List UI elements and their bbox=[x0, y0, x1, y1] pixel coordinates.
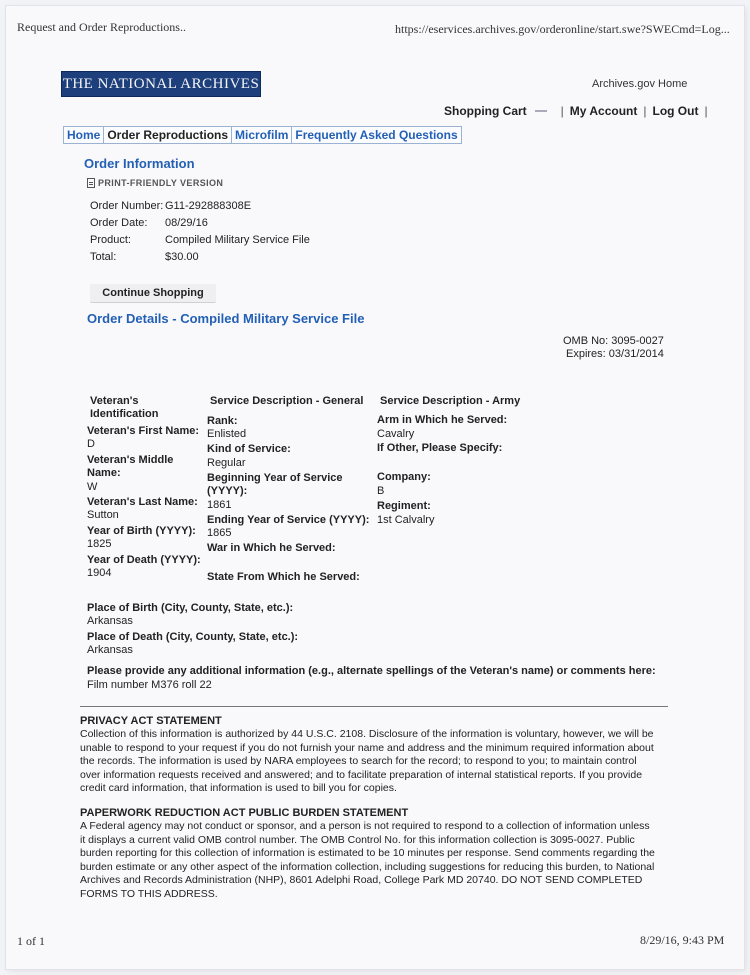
order-number-label: Order Number: bbox=[90, 200, 164, 212]
log-out-link[interactable]: Log Out bbox=[652, 104, 699, 118]
birth-year-value: 1825 bbox=[87, 538, 112, 550]
birth-place-label: Place of Birth (City, County, State, etc.): bbox=[87, 602, 294, 614]
war-label: War in Which he Served: bbox=[207, 542, 336, 554]
privacy-line: Collection of this information is authorized by 44 U.S.C. 2108. Disclosure of the information is voluntary, however, we will be bbox=[80, 728, 654, 740]
total-label: Total: bbox=[90, 251, 117, 263]
comments-label: Please provide any additional information (e.g., alternate spellings of the Veteran's name) or comments here: bbox=[87, 665, 656, 677]
company-label: Company: bbox=[377, 471, 431, 483]
continue-shopping-button[interactable]: Continue Shopping bbox=[90, 284, 216, 303]
nav-separator: | bbox=[643, 104, 647, 118]
regiment-value: 1st Calvalry bbox=[377, 514, 435, 526]
death-place-value: Arkansas bbox=[87, 644, 133, 656]
total-value: $30.00 bbox=[165, 251, 199, 263]
begin-year-label: Beginning Year of Service bbox=[207, 472, 343, 484]
national-archives-logo[interactable]: THE NATIONAL ARCHIVES bbox=[61, 71, 261, 97]
arm-value: Cavalry bbox=[377, 428, 415, 440]
kind-of-service-label: Kind of Service: bbox=[207, 443, 291, 455]
first-name-value: D bbox=[87, 438, 95, 450]
other-specify-label: If Other, Please Specify: bbox=[377, 442, 503, 454]
paperwork-line: burden reporting for this collection of information is estimated to be 10 minutes per response. Send comments regarding the bbox=[80, 847, 655, 859]
veteran-id-heading: Veteran's bbox=[90, 395, 139, 407]
order-number-value: G11-292888308E bbox=[165, 200, 252, 212]
death-year-label: Year of Death (YYYY): bbox=[87, 554, 201, 566]
tab-faq[interactable]: Frequently Asked Questions bbox=[291, 126, 461, 144]
omb-expires: Expires: 03/31/2014 bbox=[566, 348, 664, 360]
paperwork-line: Archives and Records Administration (NHP), 8601 Adelphi Road, College Park MD 20740. DO NOT SEND COMPLETED bbox=[80, 874, 643, 886]
regiment-label: Regiment: bbox=[377, 500, 431, 512]
nav-separator: | bbox=[560, 104, 564, 118]
service-army-heading: Service Description - Army bbox=[380, 395, 521, 407]
privacy-text bbox=[80, 728, 672, 796]
paperwork-line: FORMS TO THIS ADDRESS. bbox=[80, 887, 218, 900]
page-count: 1 of 1 bbox=[17, 934, 45, 948]
divider bbox=[80, 706, 668, 707]
my-account-link[interactable]: My Account bbox=[569, 104, 638, 118]
service-general-heading: Service Description - General bbox=[210, 395, 364, 407]
last-name-value: Sutton bbox=[87, 509, 119, 521]
company-value: B bbox=[377, 485, 385, 497]
veteran-id-heading-2: Identification bbox=[90, 408, 159, 420]
middle-name-label-2: Name: bbox=[87, 467, 121, 479]
comments-value: Film number M376 roll 22 bbox=[87, 679, 212, 691]
print-friendly-link[interactable] bbox=[87, 178, 223, 188]
paperwork-heading: PAPERWORK REDUCTION ACT PUBLIC BURDEN STATEMENT bbox=[80, 807, 409, 819]
privacy-heading: PRIVACY ACT STATEMENT bbox=[80, 715, 222, 727]
privacy-line: the records. The information is used by NARA employees to search for the record; to respond to you; to maintain control bbox=[80, 755, 637, 767]
begin-year-value: 1861 bbox=[207, 499, 232, 511]
first-name-label: Veteran's First Name: bbox=[87, 425, 200, 437]
nav-separator: | bbox=[704, 104, 708, 118]
product-label: Product: bbox=[90, 234, 131, 246]
order-details-heading: Order Details - Compiled Military Service File bbox=[87, 311, 365, 326]
paperwork-text bbox=[80, 820, 672, 901]
main-tabs bbox=[63, 126, 462, 144]
print-page-title: Request and Order Reproductions.. bbox=[17, 20, 186, 34]
omb-number: OMB No: 3095-0027 bbox=[563, 335, 664, 347]
paperwork-line: it displays a current valid OMB control number. The OMB Control No. for this information collection is 3095-0027. Public bbox=[80, 833, 635, 846]
birth-place-value: Arkansas bbox=[87, 615, 133, 627]
tab-home[interactable]: Home bbox=[63, 126, 103, 144]
end-year-value: 1865 bbox=[207, 527, 232, 539]
paperwork-line: burden estimate or any other aspect of the information collection, including suggestions for reducing this burden, to National bbox=[80, 860, 655, 873]
middle-name-value: W bbox=[87, 481, 98, 493]
begin-year-label-2: (YYYY): bbox=[207, 485, 248, 497]
rank-label: Rank: bbox=[207, 415, 238, 427]
birth-year-label: Year of Birth (YYYY): bbox=[87, 525, 196, 537]
order-information-heading: Order Information bbox=[84, 156, 195, 171]
account-nav bbox=[444, 104, 714, 118]
print-page-url: https://eservices.archives.gov/orderonline/start.swe?SWECmd=Log... bbox=[395, 22, 730, 36]
paperwork-line: A Federal agency may not conduct or sponsor, and a person is not required to respond to a collection of information unless bbox=[80, 820, 650, 832]
state-label: State From Which he Served: bbox=[207, 571, 360, 583]
end-year-label: Ending Year of Service (YYYY): bbox=[207, 514, 370, 526]
archives-home-link[interactable]: Archives.gov Home bbox=[592, 78, 688, 90]
last-name-label: Veteran's Last Name: bbox=[87, 496, 198, 508]
tab-microfilm[interactable]: Microfilm bbox=[231, 126, 291, 144]
privacy-line: credit card information, that information is used to bill you for copies. bbox=[80, 782, 397, 794]
death-year-value: 1904 bbox=[87, 567, 112, 579]
rank-value: Enlisted bbox=[207, 428, 247, 440]
tab-order-reproductions[interactable]: Order Reproductions bbox=[103, 126, 231, 144]
cart-icon bbox=[535, 110, 547, 112]
privacy-line: over information requests received and answered; and to facilitate preparation of internal statistical reports. If you provide bbox=[80, 768, 643, 781]
order-date-label: Order Date: bbox=[90, 217, 148, 229]
kind-of-service-value: Regular bbox=[207, 457, 246, 469]
order-date-value: 08/29/16 bbox=[165, 217, 208, 229]
print-datetime: 8/29/16, 9:43 PM bbox=[640, 933, 725, 947]
death-place-label: Place of Death (City, County, State, etc.): bbox=[87, 631, 299, 643]
product-value: Compiled Military Service File bbox=[165, 234, 310, 246]
document-icon bbox=[87, 178, 95, 188]
print-friendly-label: PRINT-FRIENDLY VERSION bbox=[98, 178, 224, 188]
arm-label: Arm in Which he Served: bbox=[377, 414, 508, 426]
middle-name-label: Veteran's Middle bbox=[87, 454, 174, 466]
privacy-line: unable to respond to your request if you do not furnish your name and address and the minimum required information about bbox=[80, 741, 654, 754]
shopping-cart-link[interactable]: Shopping Cart bbox=[444, 104, 527, 118]
